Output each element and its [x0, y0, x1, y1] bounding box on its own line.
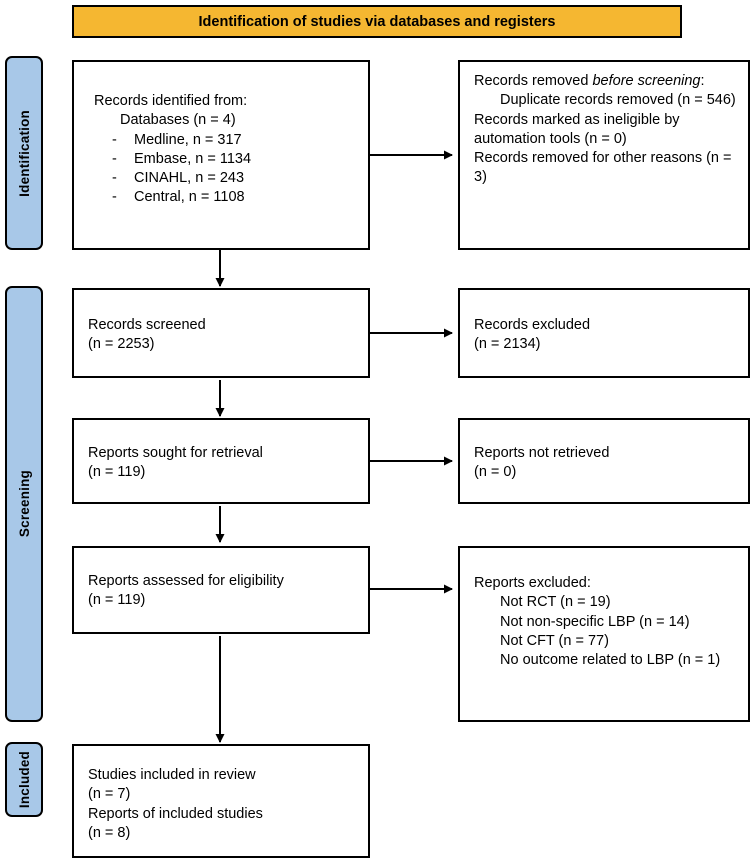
- list-item-label: Central, n = 1108: [134, 189, 245, 206]
- records-removed-item-automation: Records marked as ineligible by automation tools (n = 0): [474, 111, 680, 147]
- reports-excluded-item-cft: Not CFT (n = 77): [500, 632, 609, 649]
- box-reports-not-retrieved: [458, 418, 750, 504]
- included-line2: (n = 7): [88, 786, 131, 803]
- reports-sought-line1: Reports sought for retrieval: [88, 445, 263, 461]
- box-reports-assessed: [72, 546, 370, 634]
- box-records-identified: [72, 60, 370, 250]
- reports-excluded-item-nonspecific: Not non-specific LBP (n = 14): [500, 613, 690, 630]
- records-identified-heading: Records identified from:: [94, 93, 248, 109]
- reports-excluded-item-outcome: No outcome related to LBP (n = 1): [500, 652, 721, 669]
- diagram-title-banner: [72, 5, 682, 38]
- included-line3: Reports of included studies: [88, 805, 263, 822]
- side-label-included-text: Included: [16, 750, 32, 809]
- records-removed-heading-em: before screening: [592, 73, 701, 89]
- box-records-excluded: [458, 288, 750, 378]
- side-label-screening-text: Screening: [16, 470, 32, 538]
- list-item-label: Medline, n = 317: [134, 131, 242, 148]
- reports-assessed-line1: Reports assessed for eligibility: [88, 573, 284, 589]
- dash-bullet: -: [112, 170, 117, 187]
- records-removed-heading-colon: :: [700, 73, 705, 89]
- side-label-identification-text: Identification: [16, 109, 32, 197]
- list-item: [112, 131, 358, 150]
- reports-not-retrieved-line1: Reports not retrieved: [474, 445, 610, 461]
- box-records-removed-before-screening: [458, 60, 750, 250]
- records-screened-line1: Records screened: [88, 317, 206, 333]
- reports-sought-line2: (n = 119): [88, 464, 146, 481]
- records-removed-item-other: Records removed for other reasons (n = 3): [474, 150, 732, 186]
- reports-assessed-line2: (n = 119): [88, 592, 146, 609]
- diagram-title: Identification of studies via databases and registers: [198, 13, 556, 30]
- included-line4: (n = 8): [88, 824, 131, 841]
- list-item: [112, 150, 358, 169]
- reports-not-retrieved-line2: (n = 0): [474, 464, 517, 481]
- records-removed-heading: [474, 72, 736, 91]
- reports-excluded-item-rct: Not RCT (n = 19): [500, 594, 611, 611]
- records-excluded-line2: (n = 2134): [474, 336, 541, 353]
- list-item: [112, 169, 358, 188]
- side-label-identification: [5, 56, 43, 250]
- records-identified-list: [94, 131, 358, 208]
- records-screened-line2: (n = 2253): [88, 336, 155, 353]
- records-excluded-line1: Records excluded: [474, 317, 591, 333]
- list-item-label: CINAHL, n = 243: [134, 170, 245, 187]
- side-label-screening: [5, 286, 43, 722]
- side-label-included: [5, 742, 43, 817]
- dash-bullet: -: [112, 189, 117, 206]
- box-reports-excluded: [458, 546, 750, 722]
- dash-bullet: -: [112, 150, 117, 167]
- records-identified-subheading: Databases (n = 4): [120, 112, 236, 129]
- list-item: [112, 188, 358, 207]
- box-studies-included: [72, 744, 370, 858]
- list-item-label: Embase, n = 1134: [134, 150, 252, 167]
- reports-excluded-heading: Reports excluded:: [474, 575, 591, 591]
- box-records-screened: [72, 288, 370, 378]
- records-removed-heading-part1: Records removed: [474, 73, 593, 89]
- dash-bullet: -: [112, 131, 117, 148]
- records-removed-item-duplicates: Duplicate records removed (n = 546): [500, 92, 736, 109]
- box-reports-sought: [72, 418, 370, 504]
- included-line1: Studies included in review: [88, 767, 256, 783]
